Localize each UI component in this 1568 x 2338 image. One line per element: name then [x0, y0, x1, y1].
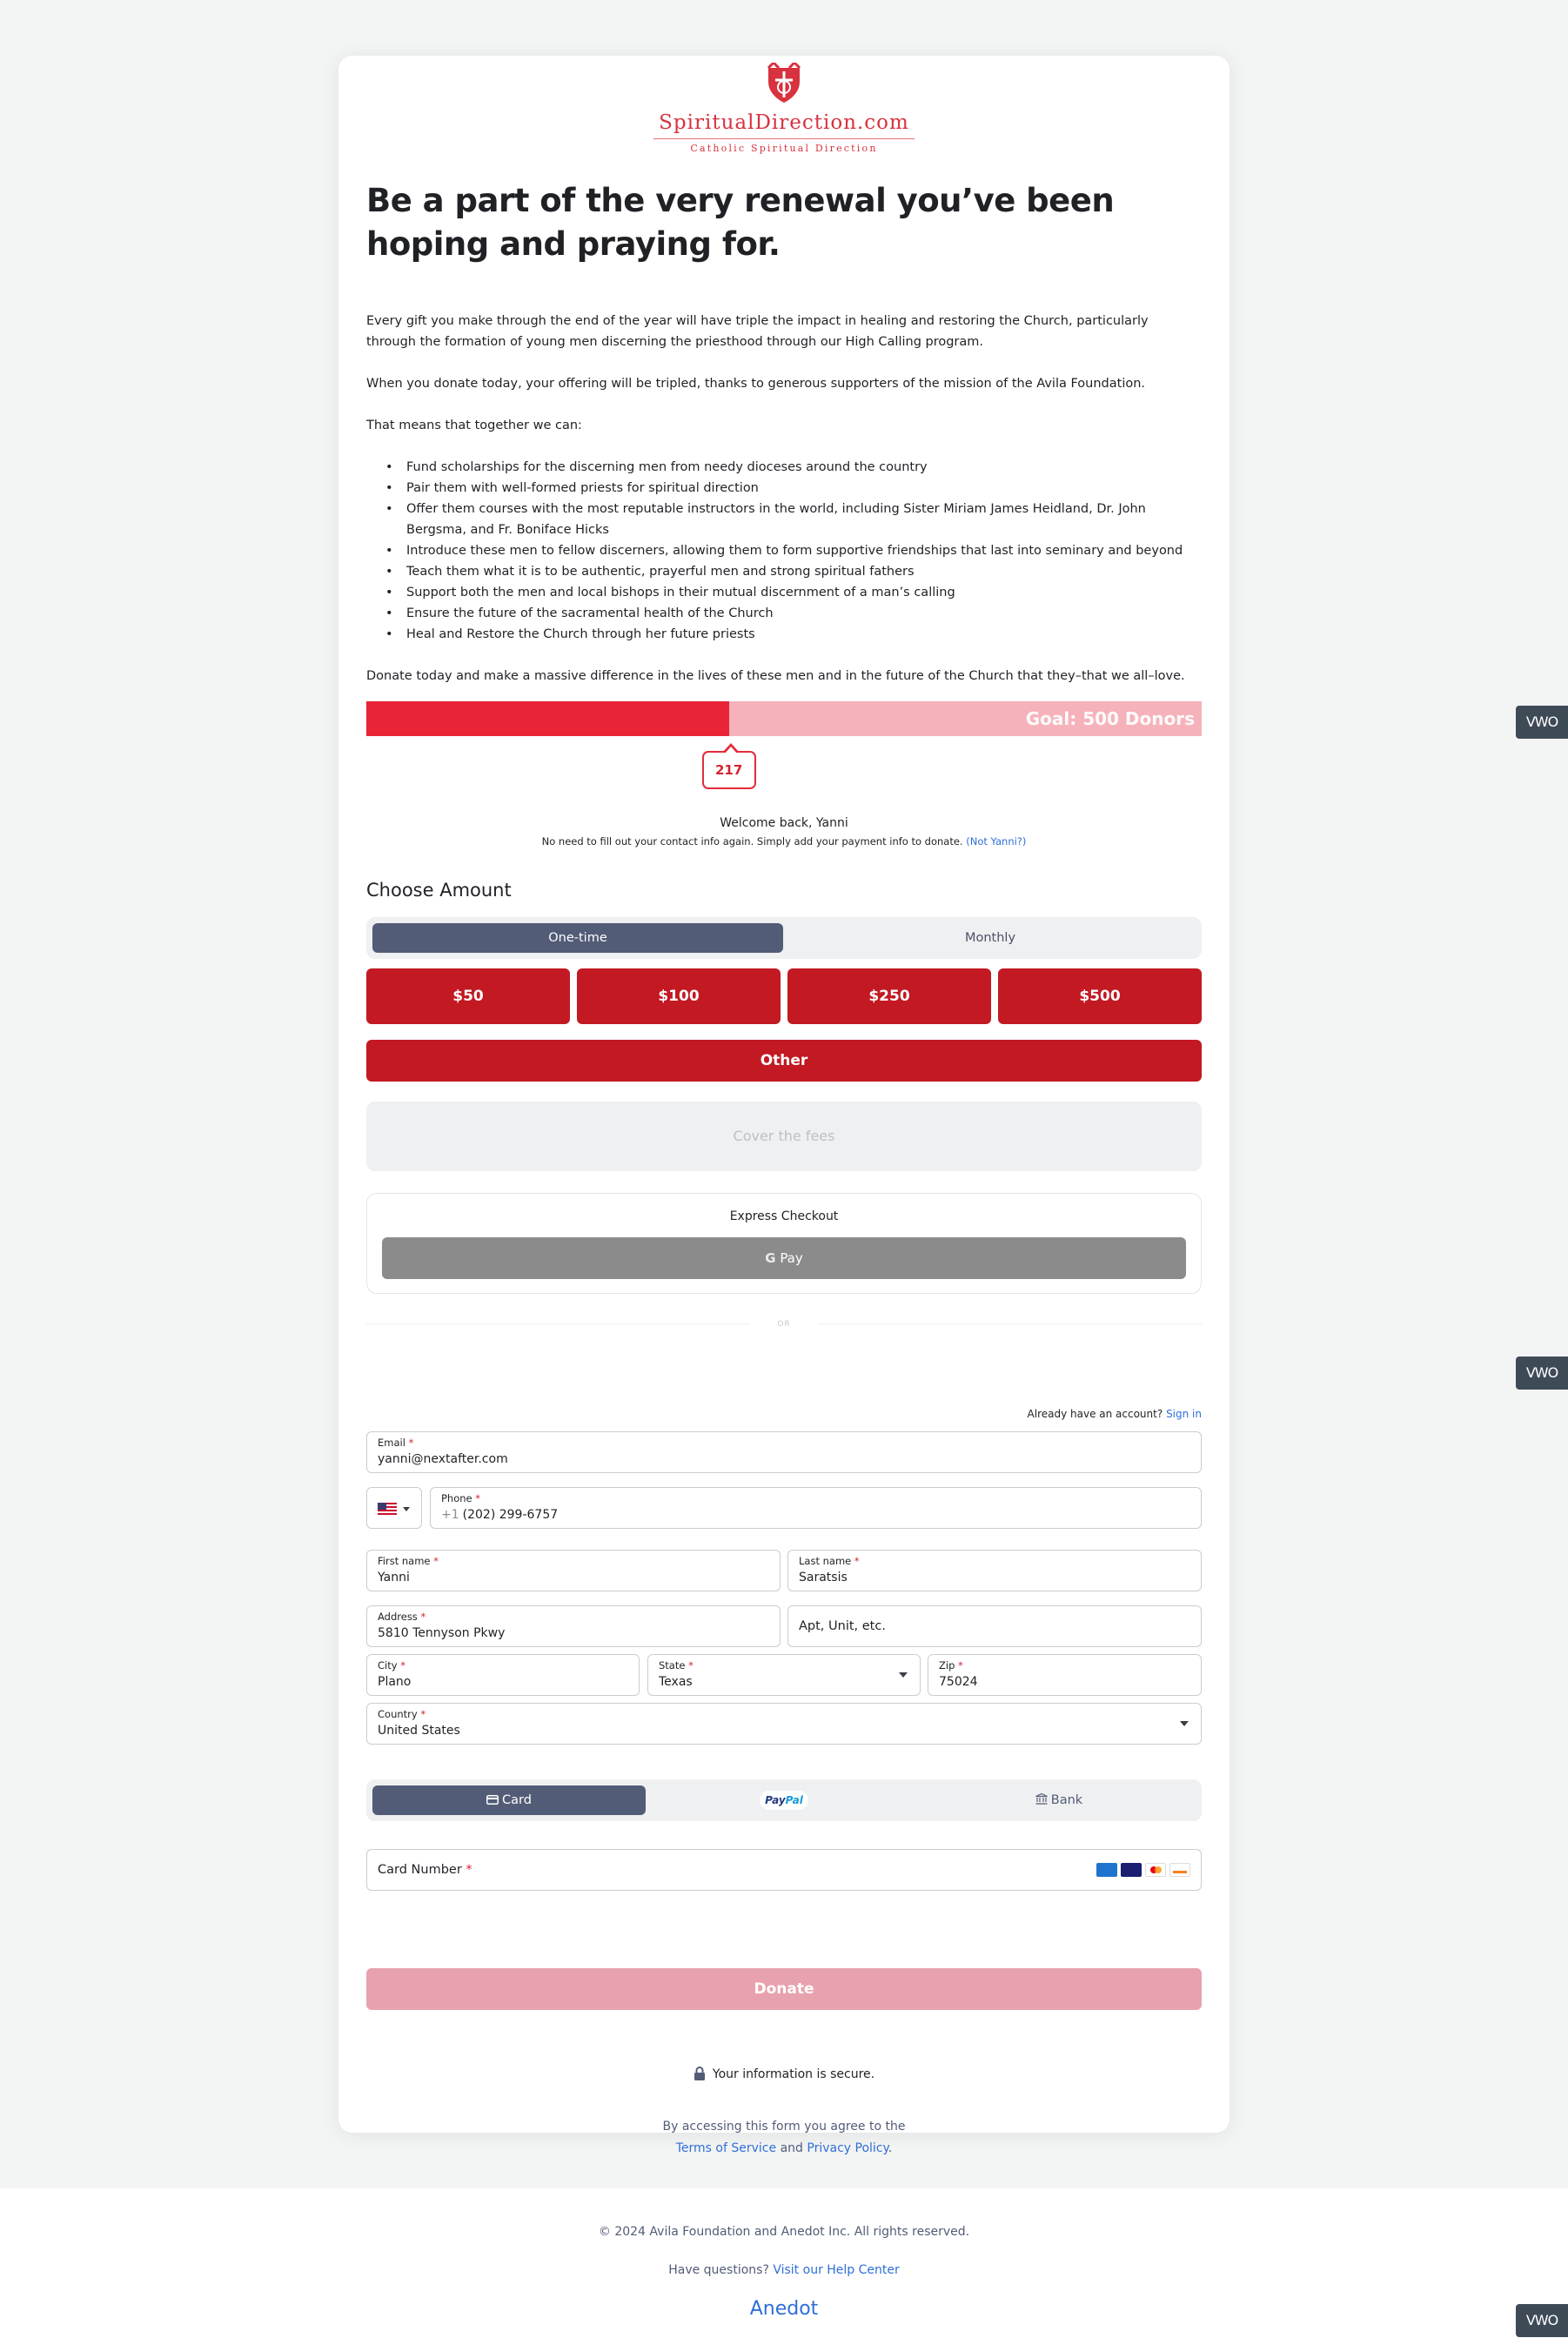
intro-paragraph-1: Every gift you make through the end of the year will have triple the impact in healing and restoring the Church, particularly through the formation of young men discerning the priesthood through our High Calling program. [366, 314, 1149, 349]
tab-card[interactable]: Card [372, 1785, 646, 1815]
page-headline: Be a part of the very renewal you’ve been hoping and praying for. [366, 182, 1115, 263]
donor-goal-progress [366, 701, 1202, 736]
address-field[interactable] [366, 1605, 781, 1647]
privacy-policy-link[interactable]: Privacy Policy [807, 2141, 888, 2155]
first-name-label: First name * [378, 1555, 439, 1567]
card-number-label: Card Number * [378, 1863, 472, 1877]
logo-title: SpiritualDirection.com [659, 111, 909, 134]
state-select[interactable] [647, 1654, 921, 1696]
phone-label: Phone * [441, 1492, 481, 1504]
city-label: City * [378, 1659, 405, 1671]
footer-help [0, 2263, 1568, 2277]
address-value: 5810 Tennyson Pkwy [378, 1626, 506, 1640]
welcome-back-block [338, 814, 1230, 849]
impact-list-item: • Introduce these men to fellow discerners, allowing them to form supportive friendships that last into seminary and beyond [366, 540, 1202, 561]
phone-field[interactable] [430, 1487, 1202, 1529]
payment-method-tabs [366, 1779, 1202, 1821]
last-name-field[interactable] [787, 1550, 1202, 1591]
account-prompt [1028, 1408, 1202, 1420]
address-label: Address * [378, 1611, 426, 1623]
terms-of-service-link[interactable]: Terms of Service [675, 2141, 777, 2155]
zip-field[interactable] [928, 1654, 1202, 1696]
tab-paypal[interactable] [647, 1785, 921, 1815]
impact-list-item: • Support both the men and local bishops in their mutual discernment of a man’s calling [366, 582, 1202, 603]
zip-value: 75024 [939, 1675, 978, 1689]
country-select[interactable] [366, 1703, 1202, 1745]
vwo-widget-tab[interactable]: VWO [1516, 706, 1568, 739]
credit-card-icon [486, 1795, 499, 1805]
amount-250-button[interactable]: $250 [787, 968, 991, 1024]
impact-list-item: • Ensure the future of the sacramental health of the Church [366, 603, 1202, 624]
account-prompt-text: Already have an account? [1027, 1408, 1163, 1420]
chevron-down-icon [1180, 1721, 1189, 1726]
us-flag-icon [378, 1503, 397, 1515]
express-checkout [366, 1193, 1202, 1294]
amount-50-button[interactable]: $50 [366, 968, 570, 1024]
amount-100-button[interactable]: $100 [577, 968, 781, 1024]
shield-cross-logo-icon [765, 63, 803, 104]
closing-paragraph: Donate today and make a massive difference in the lives of these men and in the future of the Church that they–that we all–love. [366, 669, 1185, 683]
logo-subtitle: Catholic Spiritual Direction [690, 143, 878, 154]
state-label: State * [659, 1659, 694, 1671]
email-value: yanni@nextafter.com [378, 1452, 508, 1466]
paypal-logo: PayPal [760, 1791, 808, 1810]
page-footer [0, 2188, 1568, 2338]
goal-label: Goal: 500 Donors [1025, 708, 1195, 729]
donor-count-badge: 217 [702, 751, 756, 789]
amount-500-button[interactable]: $500 [998, 968, 1202, 1024]
card-number-field[interactable] [366, 1849, 1202, 1891]
vwo-widget-tab[interactable]: VWO [1516, 2304, 1568, 2337]
google-pay-button[interactable] [382, 1237, 1186, 1279]
last-name-value: Saratsis [799, 1571, 848, 1584]
country-label: Country * [378, 1708, 426, 1720]
help-center-link[interactable]: Visit our Help Center [773, 2263, 900, 2277]
appeal-body [366, 311, 1202, 687]
state-value: Texas [659, 1675, 693, 1689]
security-note [338, 2066, 1230, 2083]
discover-icon [1169, 1863, 1190, 1877]
amex-icon [1096, 1863, 1117, 1877]
appeal-content [366, 179, 1202, 266]
footer-copyright: © 2024 Avila Foundation and Anedot Inc. All rights reserved. [598, 2225, 970, 2239]
tab-monthly[interactable]: Monthly [964, 931, 1016, 945]
terms-notice: By accessing this form you agree to the Terms of Service and Privacy Policy. [338, 2116, 1230, 2160]
terms-and: and [780, 2141, 803, 2155]
impact-list-item: • Teach them what it is to be authentic, prayerful men and strong spiritual fathers [366, 561, 1202, 582]
impact-list [366, 457, 1202, 645]
phone-value: +1 (202) 299-6757 [441, 1508, 559, 1522]
frequency-toggle [366, 917, 1202, 959]
card-brand-icons [1096, 1863, 1190, 1877]
site-logo[interactable] [338, 63, 1230, 154]
city-value: Plano [378, 1675, 412, 1689]
impact-list-item: • Offer them courses with the most reputable instructors in the world, including Sister Miriam James Heidland, Dr. John Bergsma, and Fr. Boniface Hicks [366, 499, 1202, 540]
country-code-select[interactable] [366, 1487, 422, 1529]
donation-card [338, 56, 1230, 2155]
country-value: United States [378, 1724, 460, 1738]
email-field[interactable] [366, 1431, 1202, 1473]
bank-icon [1035, 1793, 1048, 1805]
or-divider [366, 1316, 1202, 1333]
impact-list-item: • Pair them with well-formed priests for spiritual direction [366, 478, 1202, 499]
first-name-field[interactable] [366, 1550, 781, 1591]
amount-options [366, 968, 1202, 1024]
tab-one-time[interactable]: One-time [372, 923, 783, 953]
logo-divider [653, 138, 915, 139]
progress-fill [366, 701, 729, 736]
chevron-down-icon [403, 1507, 410, 1511]
footer-question: Have questions? [668, 2263, 769, 2277]
intro-paragraph-2: When you donate today, your offering will be tripled, thanks to generous supporters of the mission of the Avila Foundation. [366, 377, 1146, 391]
security-note-text: Your information is secure. [712, 2067, 875, 2081]
or-label: OR [777, 1320, 791, 1329]
other-amount-button[interactable]: Other [366, 1040, 1202, 1082]
city-field[interactable] [366, 1654, 640, 1696]
donate-button[interactable]: Donate [366, 1968, 1202, 2010]
choose-amount-heading: Choose Amount [366, 880, 512, 901]
address-line-2-field[interactable] [787, 1605, 1202, 1647]
google-g-icon: G [765, 1250, 776, 1266]
anedot-logo[interactable]: Anedot [749, 2298, 819, 2320]
lock-icon [694, 2067, 706, 2080]
zip-label: Zip * [939, 1659, 963, 1671]
cover-fees-toggle[interactable]: Cover the fees [366, 1102, 1202, 1171]
terms-prefix: By accessing this form you agree to the [662, 2120, 906, 2134]
address-line-2-placeholder: Apt, Unit, etc. [799, 1619, 886, 1633]
tab-bank[interactable]: Bank [922, 1785, 1196, 1815]
welcome-message-text: No need to fill out your contact info again. Simply add your payment info to donate. [541, 835, 963, 847]
google-pay-label: Pay [780, 1250, 803, 1266]
last-name-label: Last name * [799, 1555, 860, 1567]
email-label: Email * [378, 1437, 414, 1449]
not-you-link[interactable]: (Not Yanni?) [966, 835, 1027, 847]
sign-in-link[interactable]: Sign in [1166, 1408, 1202, 1420]
mastercard-icon [1145, 1863, 1166, 1877]
welcome-title: Welcome back, Yanni [720, 816, 848, 830]
vwo-widget-tab[interactable]: VWO [1516, 1357, 1568, 1390]
impact-list-item: • Heal and Restore the Church through her future priests [366, 624, 1202, 645]
divider-line-right [819, 1323, 1202, 1324]
visa-icon [1121, 1863, 1142, 1877]
impact-list-item: • Fund scholarships for the discerning men from needy dioceses around the country [366, 457, 1202, 478]
chevron-down-icon [899, 1672, 908, 1678]
intro-paragraph-3: That means that together we can: [366, 419, 582, 432]
welcome-message [338, 834, 1230, 849]
first-name-value: Yanni [378, 1571, 410, 1584]
express-checkout-title: Express Checkout [729, 1209, 839, 1223]
